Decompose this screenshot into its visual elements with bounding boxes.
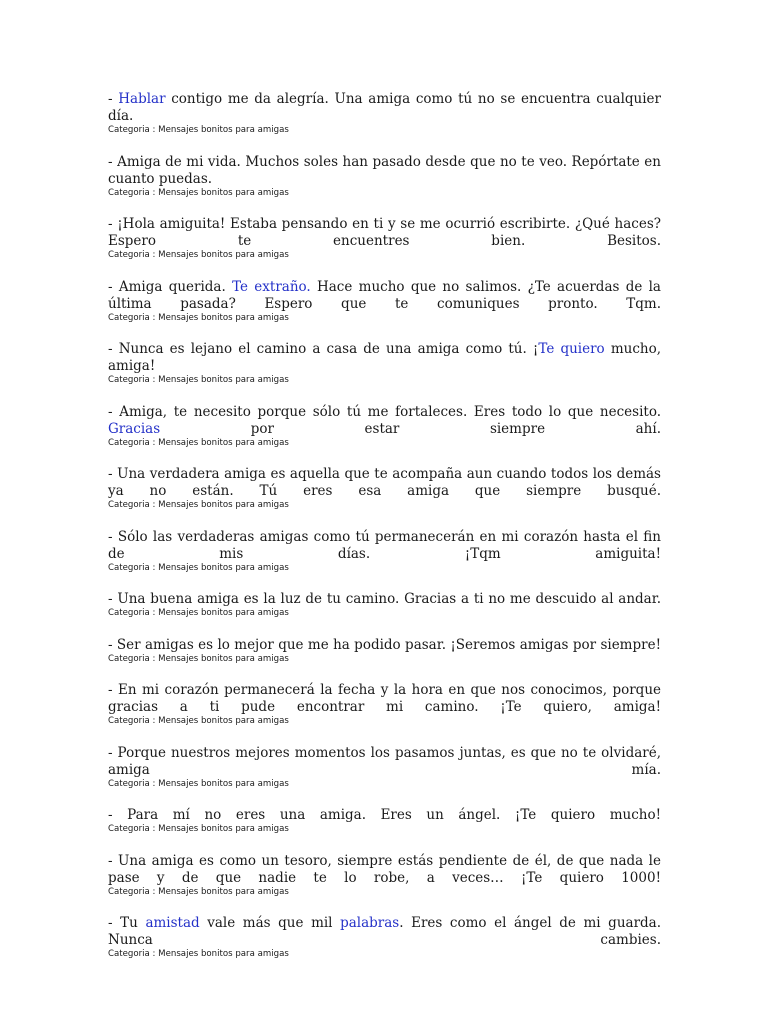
message-entry bbox=[108, 341, 661, 386]
category-label: Categoria : Mensajes bonitos para amigas bbox=[108, 824, 289, 834]
message-fragment: - Amiga de mi vida. Muchos soles han pasado desde que no te veo. Repórtate en cuanto puedas. bbox=[108, 153, 661, 187]
message-fragment: mucho, amiga! bbox=[108, 341, 661, 374]
category-label: Categoria : Mensajes bonitos para amigas bbox=[108, 125, 289, 135]
message-fragment: - Amiga querida. bbox=[108, 278, 233, 295]
message-fragment: - Una amiga es como un tesoro, siempre estás pendiente de él, de que nada le pase y de que nadie te lo robe, a veces… ¡Te quiero 1000! bbox=[108, 852, 661, 886]
category-label: Categoria : Mensajes bonitos para amigas bbox=[108, 886, 289, 897]
category-label: Categoria : Mensajes bonitos para amigas bbox=[108, 562, 289, 573]
message-text bbox=[108, 466, 661, 500]
category-label: Categoria : Mensajes bonitos para amigas bbox=[108, 949, 289, 959]
message-link[interactable]: Te quiero bbox=[538, 341, 605, 357]
message-text bbox=[108, 91, 661, 125]
message-entry bbox=[108, 404, 661, 449]
message-entry bbox=[108, 807, 661, 835]
message-fragment: - Porque nuestros mejores momentos los pasamos juntas, es que no te olvidaré, amiga mía. bbox=[108, 744, 661, 778]
message-entry bbox=[108, 529, 661, 574]
category-label: Categoria : Mensajes bonitos para amigas bbox=[108, 778, 289, 789]
message-text bbox=[108, 341, 661, 375]
message-entry bbox=[108, 637, 661, 665]
message-text bbox=[108, 591, 661, 608]
message-fragment: Hace mucho que no salimos. ¿Te acuerdas de la última pasada? Espero que te comuniques pronto. Tqm. bbox=[108, 278, 661, 312]
message-fragment: - Nunca es lejano el camino a casa de una amiga como tú. ¡ bbox=[108, 341, 539, 357]
message-fragment: - Tu bbox=[108, 915, 146, 931]
category-label: Categoria : Mensajes bonitos para amigas bbox=[108, 250, 289, 260]
message-entry bbox=[108, 915, 661, 960]
message-fragment: - ¡Hola amiguita! Estaba pensando en ti y se me ocurrió escribirte. ¿Qué haces? Espero te encuentres bien. Besitos. bbox=[108, 216, 661, 249]
message-text bbox=[108, 745, 661, 779]
message-text bbox=[108, 915, 661, 949]
message-fragment: - bbox=[108, 91, 119, 107]
message-fragment: - Ser amigas es lo mejor que me ha podido pasar. ¡Seremos amigas por siempre! bbox=[108, 636, 661, 653]
message-link[interactable]: palabras bbox=[340, 915, 400, 931]
message-link[interactable]: Hablar bbox=[118, 91, 166, 107]
message-fragment: - Amiga, te necesito porque sólo tú me fortaleces. Eres todo lo que necesito. bbox=[108, 403, 661, 420]
message-fragment: . Eres como el ángel de mi guarda. Nunca cambies. bbox=[108, 915, 662, 948]
category-label: Categoria : Mensajes bonitos para amigas bbox=[108, 653, 289, 664]
message-entry bbox=[108, 216, 661, 261]
category-label: Categoria : Mensajes bonitos para amigas bbox=[108, 500, 289, 510]
message-fragment: contigo me da alegría. Una amiga como tú no se encuentra cualquier día. bbox=[108, 91, 661, 124]
message-entry bbox=[108, 745, 661, 790]
message-fragment: - Una buena amiga es la luz de tu camino. Gracias a ti no me descuido al andar. bbox=[108, 591, 661, 607]
message-text bbox=[108, 279, 661, 313]
message-text bbox=[108, 637, 661, 654]
message-entry bbox=[108, 682, 661, 727]
category-label: Categoria : Mensajes bonitos para amigas bbox=[108, 312, 289, 323]
message-link[interactable]: Gracias bbox=[108, 420, 161, 437]
category-label: Categoria : Mensajes bonitos para amigas bbox=[108, 375, 289, 385]
message-text bbox=[108, 529, 661, 563]
category-label: Categoria : Mensajes bonitos para amigas bbox=[108, 437, 289, 448]
message-entry bbox=[108, 466, 661, 511]
message-fragment: - Para mí no eres una amiga. Eres un ángel. ¡Te quiero mucho! bbox=[108, 807, 661, 823]
message-fragment: - Una verdadera amiga es aquella que te acompaña aun cuando todos los demás ya no están. Tú eres esa amiga que siempre busqué. bbox=[108, 466, 661, 499]
message-text bbox=[108, 807, 661, 824]
message-fragment: - En mi corazón permanecerá la fecha y la hora en que nos conocimos, porque gracias a ti pude encontrar mi camino. ¡Te quiero, amiga! bbox=[108, 682, 661, 715]
message-entry bbox=[108, 591, 661, 619]
category-label: Categoria : Mensajes bonitos para amigas bbox=[108, 716, 289, 726]
message-text bbox=[108, 154, 661, 188]
category-label: Categoria : Mensajes bonitos para amigas bbox=[108, 187, 289, 198]
message-entry bbox=[108, 91, 661, 136]
message-fragment: - Sólo las verdaderas amigas como tú permanecerán en mi corazón hasta el fin de mis días. ¡Tqm amiguita! bbox=[108, 528, 661, 562]
message-link[interactable]: amistad bbox=[145, 915, 200, 931]
message-entry bbox=[108, 279, 661, 324]
message-text bbox=[108, 404, 661, 438]
message-fragment: por estar siempre ahí. bbox=[160, 420, 661, 437]
message-list bbox=[108, 91, 661, 978]
message-entry bbox=[108, 853, 661, 898]
message-entry bbox=[108, 154, 661, 199]
message-fragment: vale más que mil bbox=[199, 915, 341, 931]
message-text bbox=[108, 682, 661, 716]
message-link[interactable]: Te extraño. bbox=[232, 278, 311, 295]
message-text bbox=[108, 216, 661, 250]
category-label: Categoria : Mensajes bonitos para amigas bbox=[108, 608, 289, 618]
message-text bbox=[108, 853, 661, 887]
